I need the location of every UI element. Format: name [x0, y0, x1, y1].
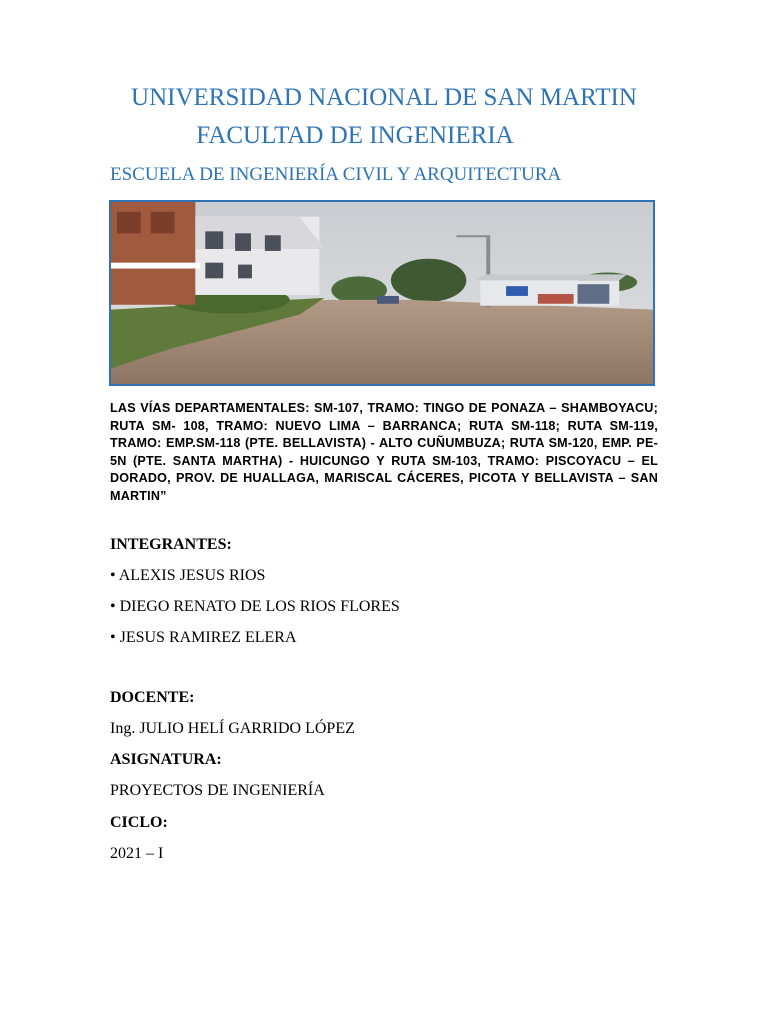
- member-item: • ALEXIS JESUS RIOS: [110, 567, 266, 584]
- member-item: • DIEGO RENATO DE LOS RIOS FLORES: [110, 598, 400, 615]
- faculty-title: FACULTAD DE INGENIERIA: [196, 122, 514, 149]
- member-item: • JESUS RAMIREZ ELERA: [110, 629, 297, 646]
- teacher-name: Ing. JULIO HELÍ GARRIDO LÓPEZ: [110, 720, 355, 737]
- cycle-heading: CICLO:: [110, 814, 168, 831]
- subject-name: PROYECTOS DE INGENIERÍA: [110, 782, 325, 799]
- project-title: LAS VÍAS DEPARTAMENTALES: SM-107, TRAMO: TINGO DE PONAZA – SHAMBOYACU; RUTA SM- 108, TRAMO: NUEVO LIMA – BARRANCA; RUTA SM-118; RUTA SM-119, TRAMO: EMP.SM-118 (PTE. BELLAVISTA) - ALTO CUÑUMBUZA; RUTA SM-120, EMP. PE-5N (PTE. SANTA MARTHA) - HUICUNGO Y RUTA SM-103, TRAMO: PISCOYACU – EL DORADO, PROV. DE HUALLAGA, MARISCAL CÁCERES, PICOTA Y BELLAVISTA – SAN MARTIN”: [110, 401, 658, 503]
- university-title: UNIVERSIDAD NACIONAL DE SAN MARTIN: [131, 84, 637, 111]
- street-photo: [109, 200, 655, 386]
- teacher-heading: DOCENTE:: [110, 689, 195, 706]
- school-title: ESCUELA DE INGENIERÍA CIVIL Y ARQUITECTURA: [110, 164, 562, 185]
- subject-heading: ASIGNATURA:: [110, 751, 222, 768]
- members-heading: INTEGRANTES:: [110, 536, 232, 553]
- cycle-value: 2021 – I: [110, 845, 164, 862]
